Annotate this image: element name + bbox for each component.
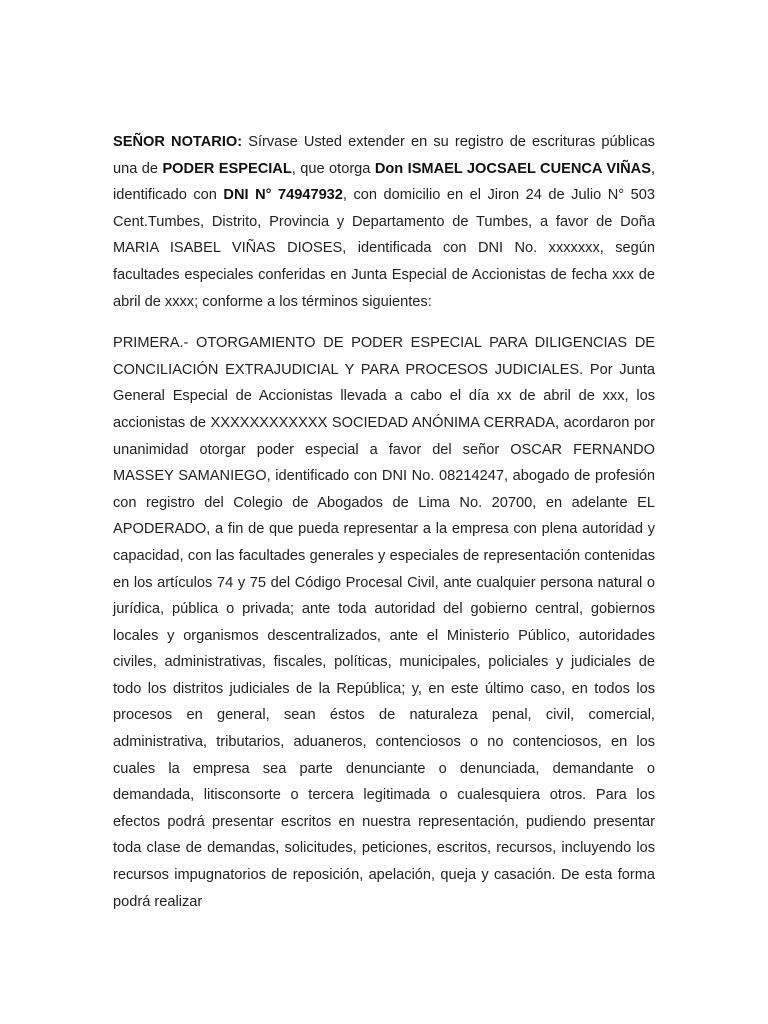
primera-clause: PRIMERA.- OTORGAMIENTO DE PODER ESPECIAL PARA DILIGENCIAS DE CONCILIACIÓN EXTRAJUDICIAL Y PARA PROCESOS JUDICIALES. Por Junta General Especial de Accionistas llevada a cabo el día xx de abril de xxx, los accionistas de XXXXXXXXXXXX SOCIEDAD ANÓNIMA CERRADA, acordaron por unanimidad otorgar poder especial a favor del señor OSCAR FERNANDO MASSEY SAMANIEGO, identificado con DNI No. 08214247, abogado de profesión con registro del Colegio de Abogados de Lima No. 20700, en adelante EL APODERADO, a fin de que pueda representar a la empresa con plena autoridad y capacidad, con las facultades generales y especiales de representación contenidas en los artículos 74 y 75 del Código Procesal Civil, ante cualquier persona natural o jurídica, pública o privada; ante toda autoridad del gobierno central, gobiernos locales y organismos descentralizados, ante el Ministerio Público, autoridades civiles, administrativas, fiscales, políticas, municipales, policiales y judiciales de todo los distritos judiciales de la República; y, en este último caso, en todos los procesos en general, sean éstos de naturaleza penal, civil, comercial, administrativa, tributarios, aduaneros, contenciosos o no contenciosos, en los cuales la empresa sea parte denunciante o denunciada, demandante o demandada, litisconsorte o tercera legitimada o cualesquiera otros. Para los efectos podrá presentar escritos en nuestra representación, pudiendo presentar toda clase de demandas, solicitudes, peticiones, escritos, recursos, incluyendo los recursos impugnatorios de reposición, apelación, queja y casación. De esta forma podrá realizar — [113, 335, 655, 910]
intro-text-1: Sírvase Usted extender en su registro de escrituras públicas una de — [113, 134, 655, 177]
senor-notario-heading: SEÑOR NOTARIO: — [113, 134, 243, 150]
intro-text-4: , con domicilio en el Jiron 24 de Julio N° 503 Cent.Tumbes, Distrito, Provincia y Departamento de Tumbes, a favor de Doña MARIA ISABEL VIÑAS DIOSES, identificada con DNI No. xxxxxxx, según facultades especiales conferidas en Junta Especial de Accionistas de fecha xxx de abril de xxxx; conforme a los términos siguientes: — [113, 187, 655, 310]
document-body — [113, 129, 655, 930]
intro-paragraph — [113, 129, 655, 315]
intro-text-3: , identificado con — [113, 160, 656, 204]
dni-number: DNI N° 74947932 — [223, 187, 343, 204]
otorgante-name: Don ISMAEL JOCSAEL CUENCA VIÑAS — [374, 160, 651, 177]
poder-especial-label: PODER ESPECIAL — [162, 160, 292, 177]
intro-text-2: , que otorga — [291, 160, 375, 177]
